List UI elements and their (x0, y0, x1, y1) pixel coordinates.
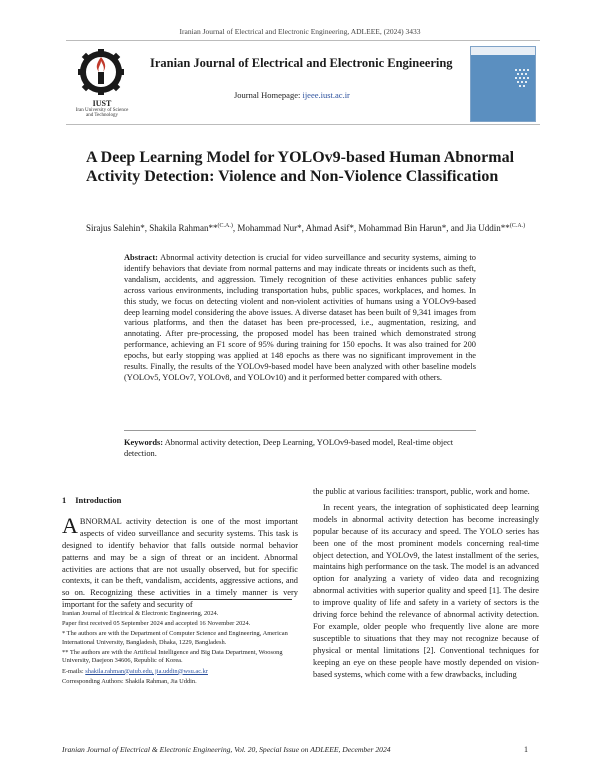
drop-cap: A (62, 512, 78, 538)
author-list (86, 220, 526, 234)
keywords-label: Keywords: (124, 438, 164, 447)
footnote-emails (62, 668, 298, 677)
footnotes (62, 610, 298, 688)
right-column (313, 486, 539, 681)
intro-paragraph-continued: the public at various facilities: transport, public, work and home. (313, 487, 530, 496)
journal-cover-thumbnail (470, 46, 536, 122)
intro-paragraph-1-text: BNORMAL activity detection is one of the most important aspects of video surveillance and security systems. This task is designed to identify behavior that falls outside normal behavior patterns and may be a sign of threat or an incident. Abnormal activities are actions that are not usually observed, but for specific contexts, it can be theft, vandalism, accidents, aggressive actions, and so on. Recognizing these activities in a timely manner is very important for the safety and security of (62, 516, 298, 610)
left-column (62, 495, 298, 611)
authors-part-2: , Mohammad Nur*, Ahmad Asif*, Mohammad Bin Harun*, and Jia Uddin** (232, 223, 510, 233)
paper-title: A Deep Learning Model for YOLOv9-based Human Abnormal Activity Detection: Violence and Non-Violence Classification (86, 149, 515, 185)
journal-masthead (66, 40, 540, 125)
page-number: 1 (524, 745, 528, 754)
logo-abbreviation: IUST (92, 99, 112, 108)
section-title: Introduction (75, 495, 122, 505)
corresponding-mark-1: (C.A.) (217, 223, 233, 229)
cover-decoration-icon (515, 69, 529, 87)
abstract-text: Abnormal activity detection is crucial for video surveillance and security systems, aiming to identify behaviors that deviate from normal patterns and may indicate threats or incidents such as theft, vandalism, accidents, and aggression. Timely recognition of these activities enhances public safety across various environments, including transportation hubs, public spaces, workplaces, and homes. In this study, we focus on detecting violent and non-violent activities of humans using a YOLOv9-based deep learning model considering the above issues. A diverse dataset has been built of 9,341 images from various platforms, and then the dataset has been pre-processed, i.e., augmentation, resizing, and annotating. After pre-processing, the proposed model has been trained which demonstrated strong performance, achieving an F1 score of 95% during training for 150 epochs. It was also trained for 200 epochs, but early stopping was applied at 148 epochs as there was no significant improvement in the results. Finally, the results of the YOLOv9-based model have been analyzed with other baseline models (YOLOv5, YOLOv7, YOLOv8, and YOLOv10) and it performed better compared with others. (124, 253, 476, 382)
university-logo (68, 45, 134, 121)
footnote-affiliation-1: * The authors are with the Department of Computer Science and Engineering, American International University, Bangladesh, Dhaka, 1229, Bangladesh. (62, 630, 288, 646)
footnote-dates: Paper first received 05 September 2024 and accepted 16 November 2024. (62, 620, 251, 628)
homepage-link[interactable]: ijeee.iust.ac.ir (302, 90, 350, 100)
logo-university-name: Iran University of Science and Technology (75, 108, 129, 118)
section-heading-introduction (62, 495, 298, 507)
footnote-corresponding: Corresponding Authors: Shakila Rahman, Jia Uddin. (62, 677, 197, 685)
keywords (124, 438, 476, 460)
footnote-affiliation-2: ** The authors are with the Artificial Intelligence and Big Data Department, Woosong University, Daejeon 34606, Republic of Korea. (62, 648, 283, 665)
keywords-text: Abnormal activity detection, Deep Learning, YOLOv9-based model, Real-time object detection. (124, 438, 454, 458)
page-footer: Iranian Journal of Electrical & Electronic Engineering, Vol. 20, Special Issue on ADLEEE, December 2024 (62, 745, 391, 754)
abstract (124, 253, 476, 384)
emails-label: E-mails: (62, 667, 84, 675)
abstract-label: Abstract: (124, 253, 158, 262)
email-links[interactable]: shakila.rahman@aiub.edu, jia.uddin@wsu.ac.kr (85, 667, 208, 675)
corresponding-mark-2: (C.A.) (509, 223, 526, 229)
homepage-label: Journal Homepage: (234, 90, 301, 100)
section-number: 1 (62, 495, 67, 505)
gear-torch-icon (68, 45, 134, 101)
abstract-divider (124, 430, 476, 431)
footnote-copyright: Iranian Journal of Electrical & Electronic Engineering, 2024. (62, 610, 219, 617)
footnote-divider (62, 599, 292, 600)
journal-homepage (234, 90, 350, 100)
intro-paragraph-1 (62, 512, 298, 611)
running-head: Iranian Journal of Electrical and Electronic Engineering, ADLEEE, (2024) 3433 (179, 27, 421, 36)
intro-paragraph-2: In recent years, the integration of sophisticated deep learning models in abnormal activity detection has become increasingly popular because of its accuracy and speed. The YOLO series has been one of the most prominent models concerning real-time object detection, and YOLOv9, the latest installment of the series, maintains high performance on the task. The model is an advanced option for analyzing a variety of video data and recognizing abnormal activities with superior quality and speed [1]. The desire to improve quality of life and safety in a variety of sectors is the driving force behind the relevance of abnormal activity detection. For example, older people who frequently live alone are more susceptible to situations that they may not recognize because of physical or mental limitations [2]. Conventional techniques for keeping an eye on these people have mostly depended on vision-based systems, which come with a few drawbacks, including (313, 502, 539, 679)
journal-name: Iranian Journal of Electrical and Electronic Engineering (150, 56, 453, 70)
authors-part-1: Sirajus Salehin*, Shakila Rahman** (86, 223, 218, 233)
